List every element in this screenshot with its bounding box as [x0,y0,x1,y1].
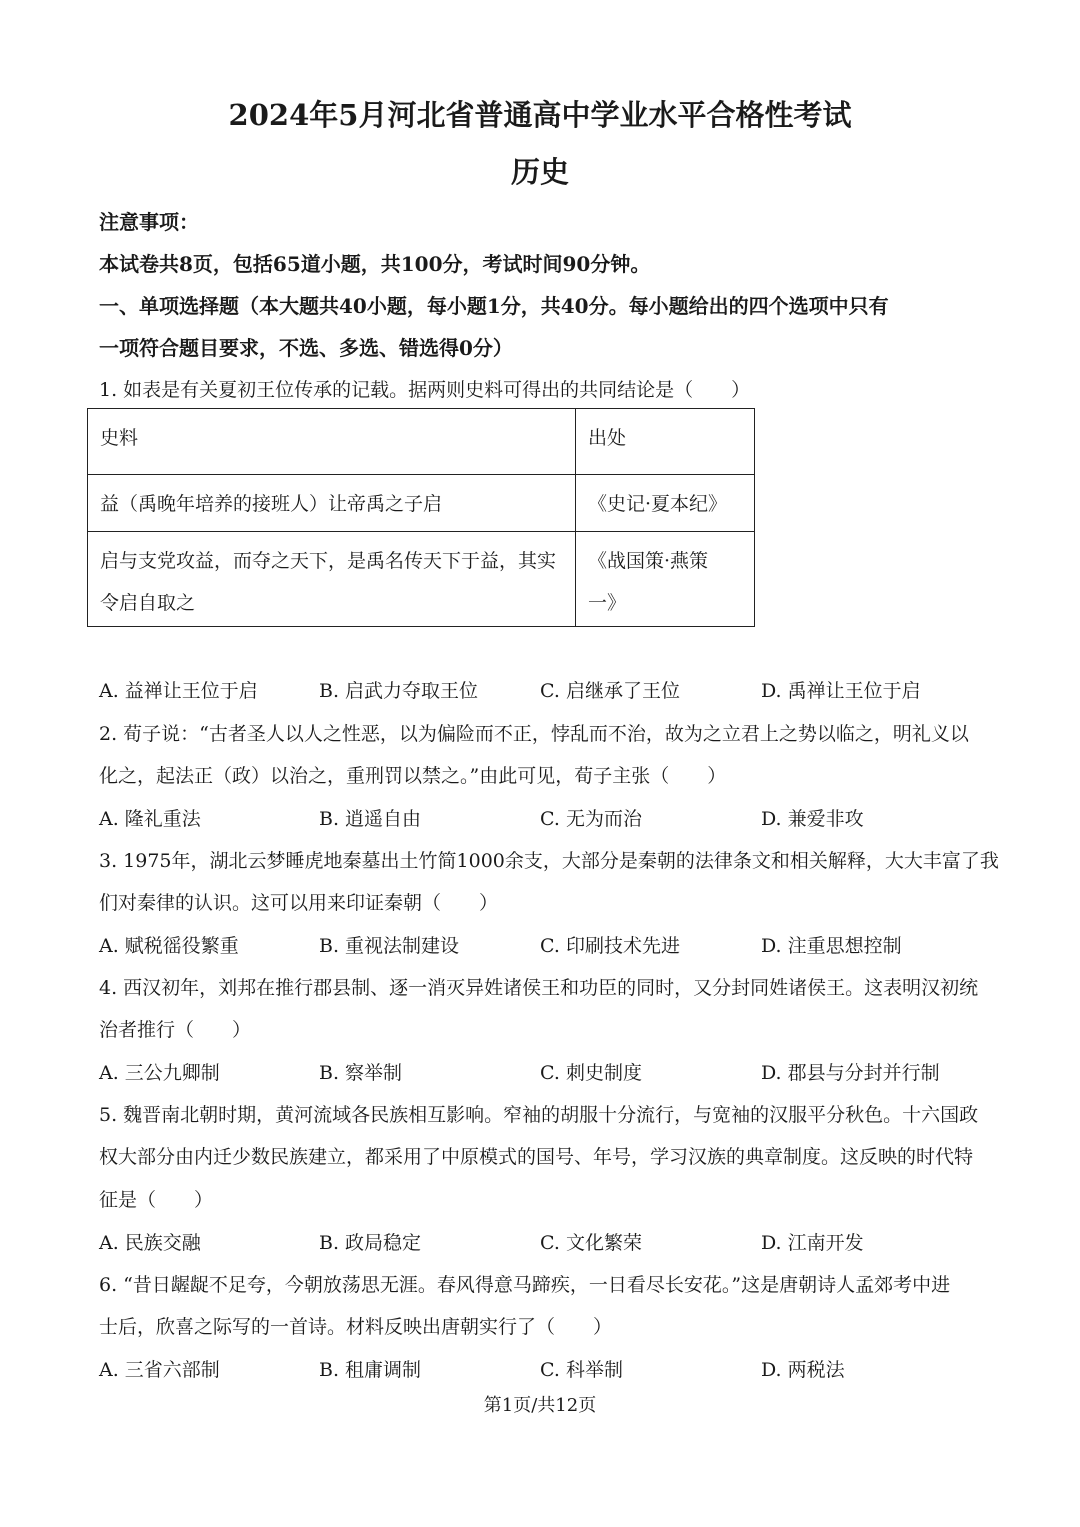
q1-option-c: C. 启继承了王位 [540,680,680,702]
table-cell-source [576,475,755,532]
table-cell-material [88,475,576,532]
section-heading-line1: 一、单项选择题（本大题共40小题，每小题1分，共40分。每小题给出的四个选项中只有 [99,294,889,318]
cell-line: 益（禹晚年培养的接班人）让帝禹之子启 [100,493,443,515]
table-row [88,532,755,627]
question-3-stem: 3. 1975年，湖北云梦睡虎地秦墓出土竹简1000余支，大部分是秦朝的法律条文和相关解释，大大丰富了我 [99,850,999,872]
cell-line: 令启自取之 [100,592,196,614]
exam-subject: 历史 [510,155,569,189]
question-5-stem: 5. 魏晋南北朝时期，黄河流域各民族相互影响。窄袖的胡服十分流行，与宽袖的汉服平分秋色。十六国政 [99,1104,979,1126]
question-6-stem-cont: 士后，欣喜之际写的一首诗。材料反映出唐朝实行了（ ） [99,1316,613,1338]
notice-heading: 注意事项： [99,210,199,234]
question-2-stem: 2. 荀子说：“古者圣人以人之性恶，以为偏险而不正，悖乱而不治，故为之立君上之势以临之，明礼义以 [99,723,969,745]
question-1-stem: 1. 如表是有关夏初王位传承的记载。据两则史料可得出的共同结论是（ ） [99,379,751,401]
table-cell-material [88,532,576,627]
q1-option-a: A. 益禅让王位于启 [99,680,258,702]
source-table [87,408,755,627]
cell-line: 《史记·夏本纪》 [588,493,728,515]
question-6-stem: 6. “昔日龌龊不足夸，今朝放荡思无涯。春风得意马蹄疾，一日看尽长安花。”这是唐朝诗人孟郊考中进 [99,1274,951,1296]
q4-option-d: D. 郡县与分封并行制 [761,1062,940,1084]
q6-option-c: C. 科举制 [540,1359,623,1381]
q3-option-b: B. 重视法制建设 [319,935,460,957]
table-cell-source [576,532,755,627]
table-header-source: 出处 [576,409,755,475]
q2-option-b: B. 逍遥自由 [319,808,422,830]
q1-option-d: D. 禹禅让王位于启 [761,680,921,702]
q4-option-b: B. 察举制 [319,1062,403,1084]
q5-option-b: B. 政局稳定 [319,1232,422,1254]
q2-option-d: D. 兼爱非攻 [761,808,864,830]
question-5-stem-cont: 征是（ ） [99,1189,214,1211]
table-header-material: 史料 [88,409,576,475]
question-3-stem-cont: 们对秦律的认识。这可以用来印证秦朝（ ） [99,892,499,914]
page-number: 第1页/共12页 [483,1395,597,1416]
q5-option-d: D. 江南开发 [761,1232,864,1254]
q6-option-a: A. 三省六部制 [99,1359,220,1381]
cell-line: 一》 [588,592,627,614]
q4-option-a: A. 三公九卿制 [99,1062,220,1084]
question-5-stem-cont: 权大部分由内迁少数民族建立，都采用了中原模式的国号、年号，学习汉族的典章制度。这反映的时代特 [99,1146,974,1168]
question-2-stem-cont: 化之，起法正（政）以治之，重刑罚以禁之。”由此可见，荀子主张（ ） [99,765,727,787]
q1-option-b: B. 启武力夺取王位 [319,680,479,702]
q5-option-c: C. 文化繁荣 [540,1232,642,1254]
q2-option-a: A. 隆礼重法 [99,808,201,830]
q2-option-c: C. 无为而治 [540,808,642,830]
q3-option-c: C. 印刷技术先进 [540,935,680,957]
question-4-stem: 4. 西汉初年，刘邦在推行郡县制、逐一消灭异姓诸侯王和功臣的同时，又分封同姓诸侯王。这表明汉初统 [99,977,979,999]
notice-text: 本试卷共8页，包括65道小题，共100分，考试时间90分钟。 [99,252,651,276]
q6-option-b: B. 租庸调制 [319,1359,422,1381]
table-header-row [88,409,755,475]
cell-line: 启与支党攻益，而夺之天下，是禹名传天下于益，其实 [100,550,557,572]
q3-option-a: A. 赋税徭役繁重 [99,935,239,957]
q5-option-a: A. 民族交融 [99,1232,201,1254]
q4-option-c: C. 刺史制度 [540,1062,642,1084]
q6-option-d: D. 两税法 [761,1359,845,1381]
table-row [88,475,755,532]
question-4-stem-cont: 治者推行（ ） [99,1019,252,1041]
q3-option-d: D. 注重思想控制 [761,935,902,957]
section-heading-line2: 一项符合题目要求，不选、多选、错选得0分） [99,336,513,360]
cell-line: 《战国策·燕策 [588,550,709,572]
exam-title: 2024年5月河北省普通高中学业水平合格性考试 [228,98,852,132]
